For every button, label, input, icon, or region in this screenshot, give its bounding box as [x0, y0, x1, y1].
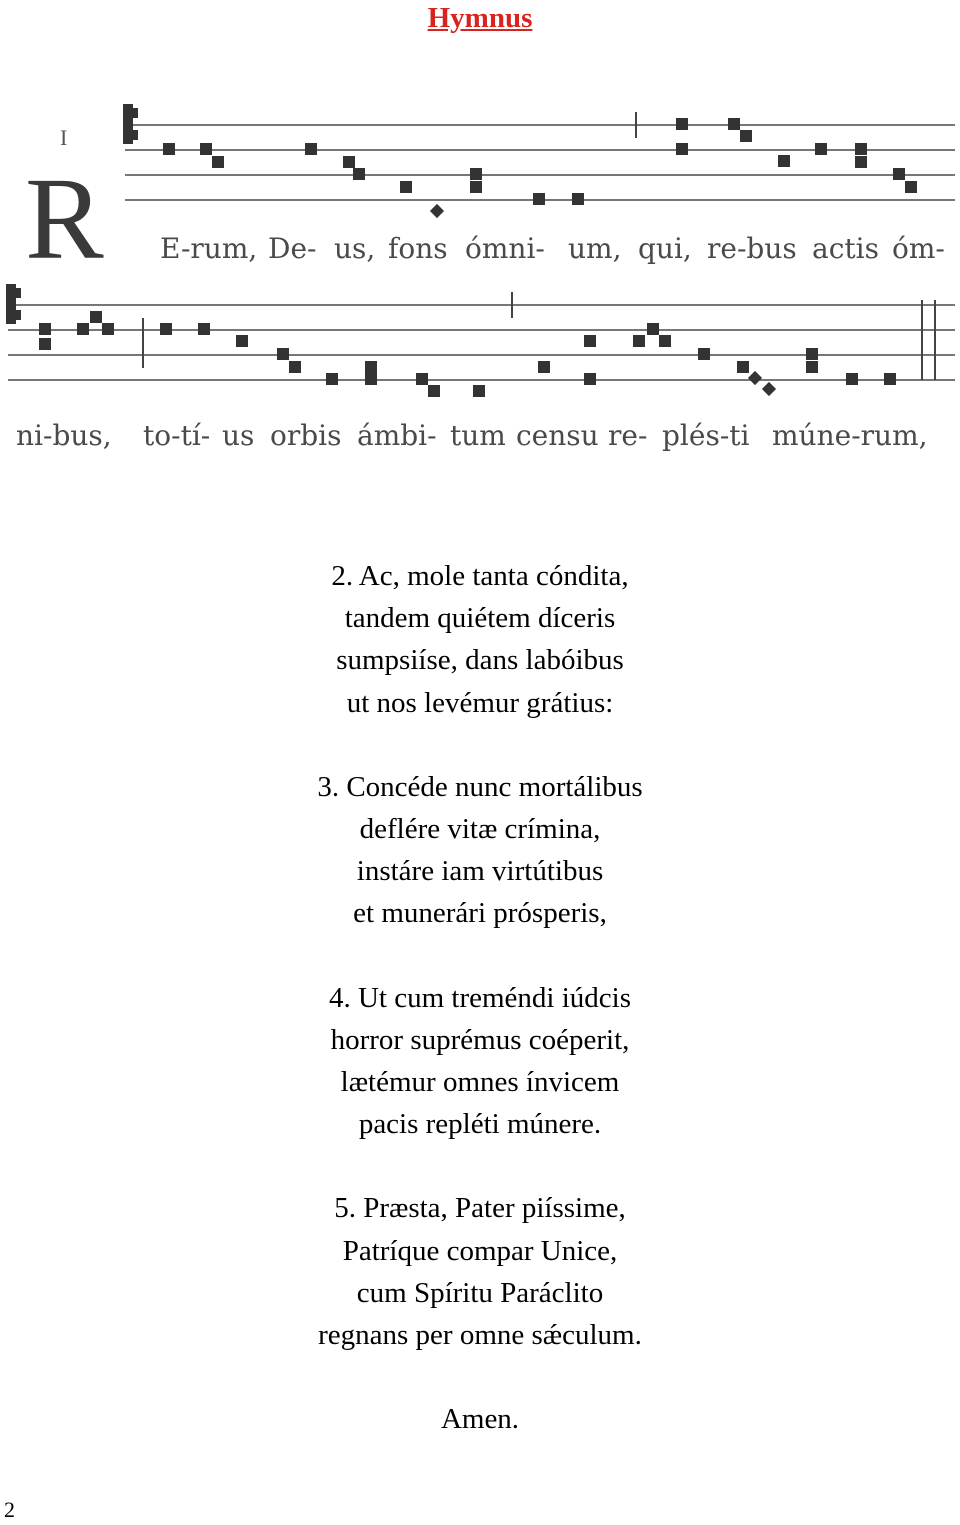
lyric-syllable: us	[222, 419, 255, 452]
lyric-syllable: orbis	[270, 419, 342, 452]
lyric-syllable: qui,	[638, 232, 692, 265]
lyric-syllable: tum	[450, 419, 506, 452]
lyric-syllable: ámbi-	[357, 419, 437, 452]
chant-notation	[0, 95, 960, 470]
stanza-4	[0, 977, 960, 1146]
page-title: Hymnus	[427, 2, 533, 34]
lyric-syllable: De-	[268, 232, 317, 265]
verse-line: deflére vitæ crímina,	[359, 813, 601, 846]
lyric-syllable: plés-ti	[662, 419, 750, 452]
verse-line: sumpsiíse, dans labóibus	[336, 644, 624, 677]
verse-line: ut nos levémur grátius:	[346, 686, 614, 719]
lyric-syllable: E-rum,	[160, 232, 258, 265]
stanza-2	[0, 555, 960, 724]
page-number: 2	[4, 1497, 15, 1522]
lyric-syllable: to-tí-	[143, 419, 211, 452]
verse-line: cum Spíritu Paráclito	[356, 1276, 604, 1309]
chant-mode-label: I	[60, 125, 68, 150]
verse-line: pacis repléti múnere.	[358, 1108, 602, 1141]
closing-amen: Amen.	[440, 1403, 520, 1436]
verse-line: lætémur omnes ínvicem	[340, 1066, 620, 1099]
lyric-syllable: re-	[608, 419, 648, 452]
lyric-syllable: ni-bus,	[16, 419, 112, 452]
lyric-syllable: re-bus	[707, 232, 797, 265]
verse-line: 4. Ut cum treméndi iúdcis	[328, 981, 632, 1014]
verse-line: horror suprémus coéperit,	[330, 1023, 630, 1056]
lyrics-line-1	[160, 232, 945, 265]
stanza-5	[0, 1187, 960, 1356]
lyric-syllable: múne-rum,	[772, 419, 928, 452]
verse-line: 2. Ac, mole tanta cóndita,	[331, 560, 629, 592]
lyric-syllable: um,	[568, 232, 622, 265]
verse-line: regnans per omne sǽculum.	[318, 1319, 642, 1352]
chant-initial-letter: R	[25, 153, 104, 284]
lyric-syllable: ómni-	[465, 232, 545, 265]
lyric-syllable: actis	[812, 232, 879, 265]
verse-line: 5. Præsta, Pater piíssime,	[334, 1192, 626, 1225]
hymn-verses	[0, 555, 960, 1440]
stanza-3	[0, 766, 960, 935]
lyrics-line-2	[16, 419, 928, 452]
lyric-syllable: óm-	[892, 232, 945, 265]
lyric-syllable: censu	[516, 419, 599, 452]
verse-line: 3. Concéde nunc mortálibus	[317, 770, 643, 803]
staff-1	[125, 125, 955, 200]
lyric-syllable: us,	[334, 232, 376, 265]
verse-line: Patríque compar Unice,	[342, 1234, 618, 1267]
verse-line: et munerári prósperis,	[353, 897, 607, 930]
verse-line: tandem quiétem díceris	[344, 602, 616, 635]
verse-line: instáre iam virtútibus	[356, 855, 604, 888]
lyric-syllable: fons	[388, 232, 448, 265]
notes-1	[163, 118, 917, 218]
